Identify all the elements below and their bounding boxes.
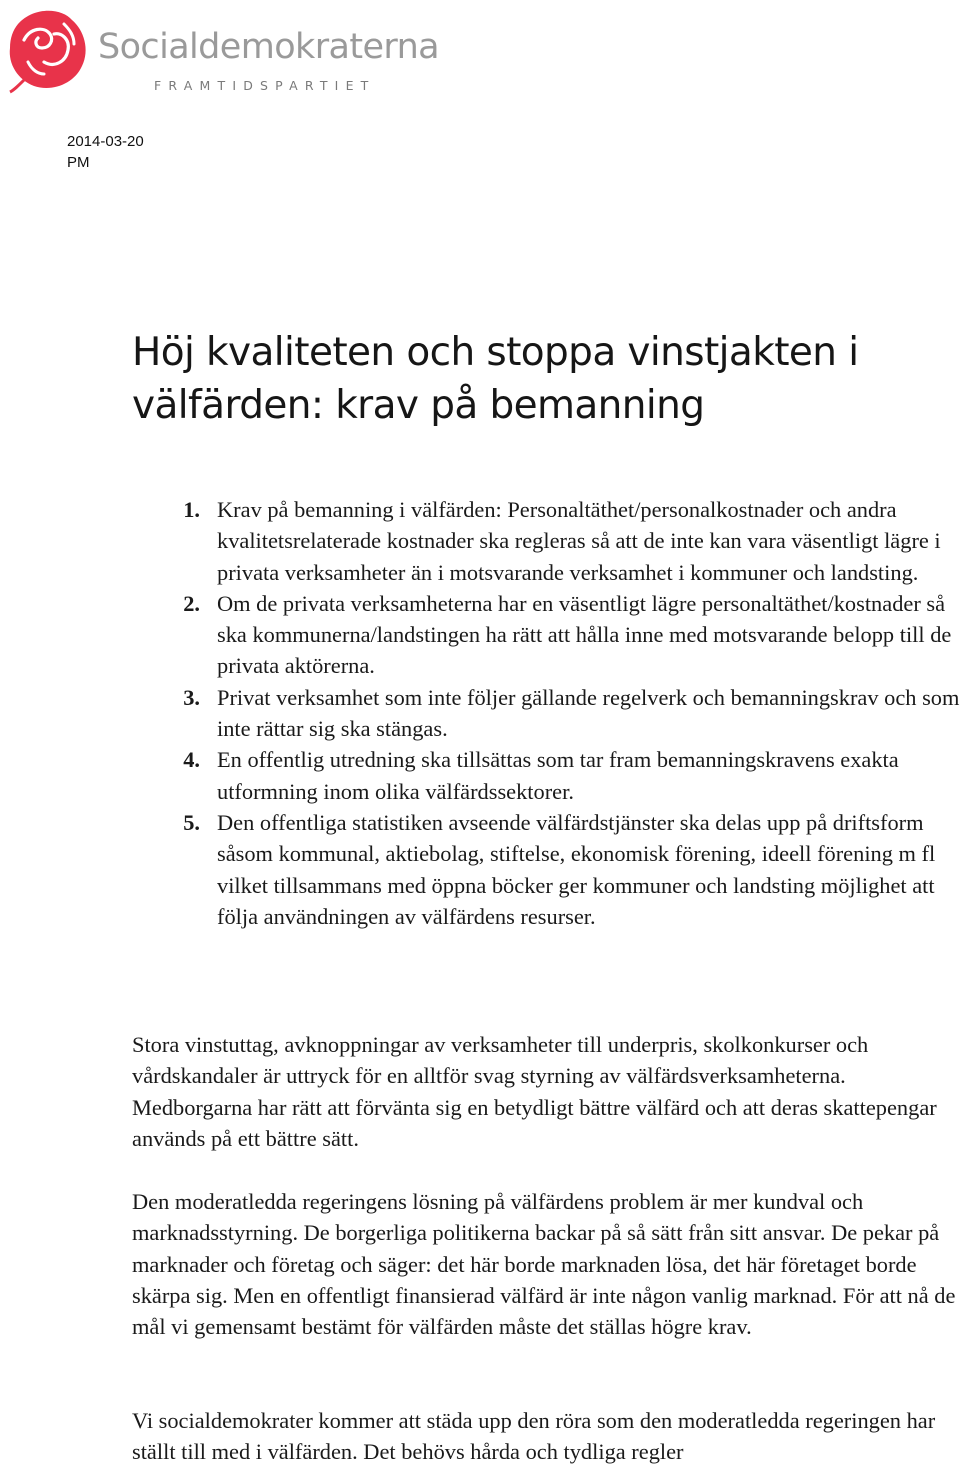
logo-name: Socialdemokraterna [98, 27, 439, 67]
list-item-number: 1. [183, 497, 200, 522]
list-item [132, 807, 960, 932]
list-item-text: Privat verksamhet som inte följer gällande regelverk och bemanningskrav och som inte rättar sig ska stängas. [217, 684, 960, 742]
list-item-text: Den offentliga statistiken avseende välfärdstjänster ska delas upp på driftsform såsom kommunal, aktiebolag, stiftelse, ekonomisk förening, ideell förening m fl vilket tillsammans med öppna böcker ger kommuner och landsting möjlighet att följa användningen av välfärdens resurser. [217, 809, 936, 929]
red-rose-icon [4, 4, 96, 94]
list-item [132, 494, 960, 588]
list-item-number: 4. [183, 747, 200, 773]
document-date: 2014-03-20 [67, 133, 144, 150]
list-item-text: Om de privata verksamheterna har en väsentligt lägre personaltäthet/kostnader så ska kommunerna/landstingen ha rätt att hålla inne med motsvarande belopp till de privata aktörerna. [217, 590, 952, 679]
list-item-number: 2. [183, 590, 200, 616]
list-item [132, 682, 960, 745]
body-paragraph: Vi socialdemokrater kommer att städa upp den röra som den moderatledda regeringen har ställt till med i välfärden. Det behövs hårda och tydliga regler [132, 1408, 936, 1465]
party-logo [4, 4, 439, 94]
list-item-text: En offentlig utredning ska tillsättas som tar fram bemanningskravens exakta utformning inom olika välfärdssektorer. [217, 747, 899, 804]
page-title: Höj kvaliteten och stoppa vinstjakten i välfärden: krav på bemanning [132, 330, 859, 428]
document-type: PM [67, 154, 90, 171]
list-item [132, 744, 960, 807]
document-meta [67, 131, 144, 173]
list-item-number: 5. [183, 809, 200, 835]
list-item [132, 588, 960, 682]
demand-list [132, 494, 960, 932]
list-item-text: Krav på bemanning i välfärden: Personaltäthet/personalkostnader och andra kvalitetsrelaterade kostnader ska regleras så att de inte kan vara väsentligt lägre i privata verksamheter än i motsvarande verksamhet i kommuner och landsting. [217, 497, 941, 585]
logo-tagline: FRAMTIDSPARTIET [154, 78, 376, 93]
list-item-number: 3. [183, 684, 200, 710]
body-paragraph: Den moderatledda regeringens lösning på välfärdens problem är mer kundval och marknadsstyrning. De borgerliga politikerna backar på så sätt från sitt ansvar. De pekar på marknader och företag och säger: det här borde marknaden lösa, det här företaget borde skärpa sig. Men en offentligt finansierad välfärd är inte någon vanlig marknad. För att nå de mål vi gemensamt bestämt för välfärden måste det ställas högre krav. [132, 1189, 956, 1340]
body-paragraph: Stora vinstuttag, avknoppningar av verksamheter till underpris, skolkonkurser och vårdskandaler är uttryck för en alltför svag styrning av välfärdsverksamheterna. Medborgarna har rätt att förvänta sig en betydligt bättre välfärd och att deras skattepengar används på ett bättre sätt. [132, 1032, 937, 1151]
